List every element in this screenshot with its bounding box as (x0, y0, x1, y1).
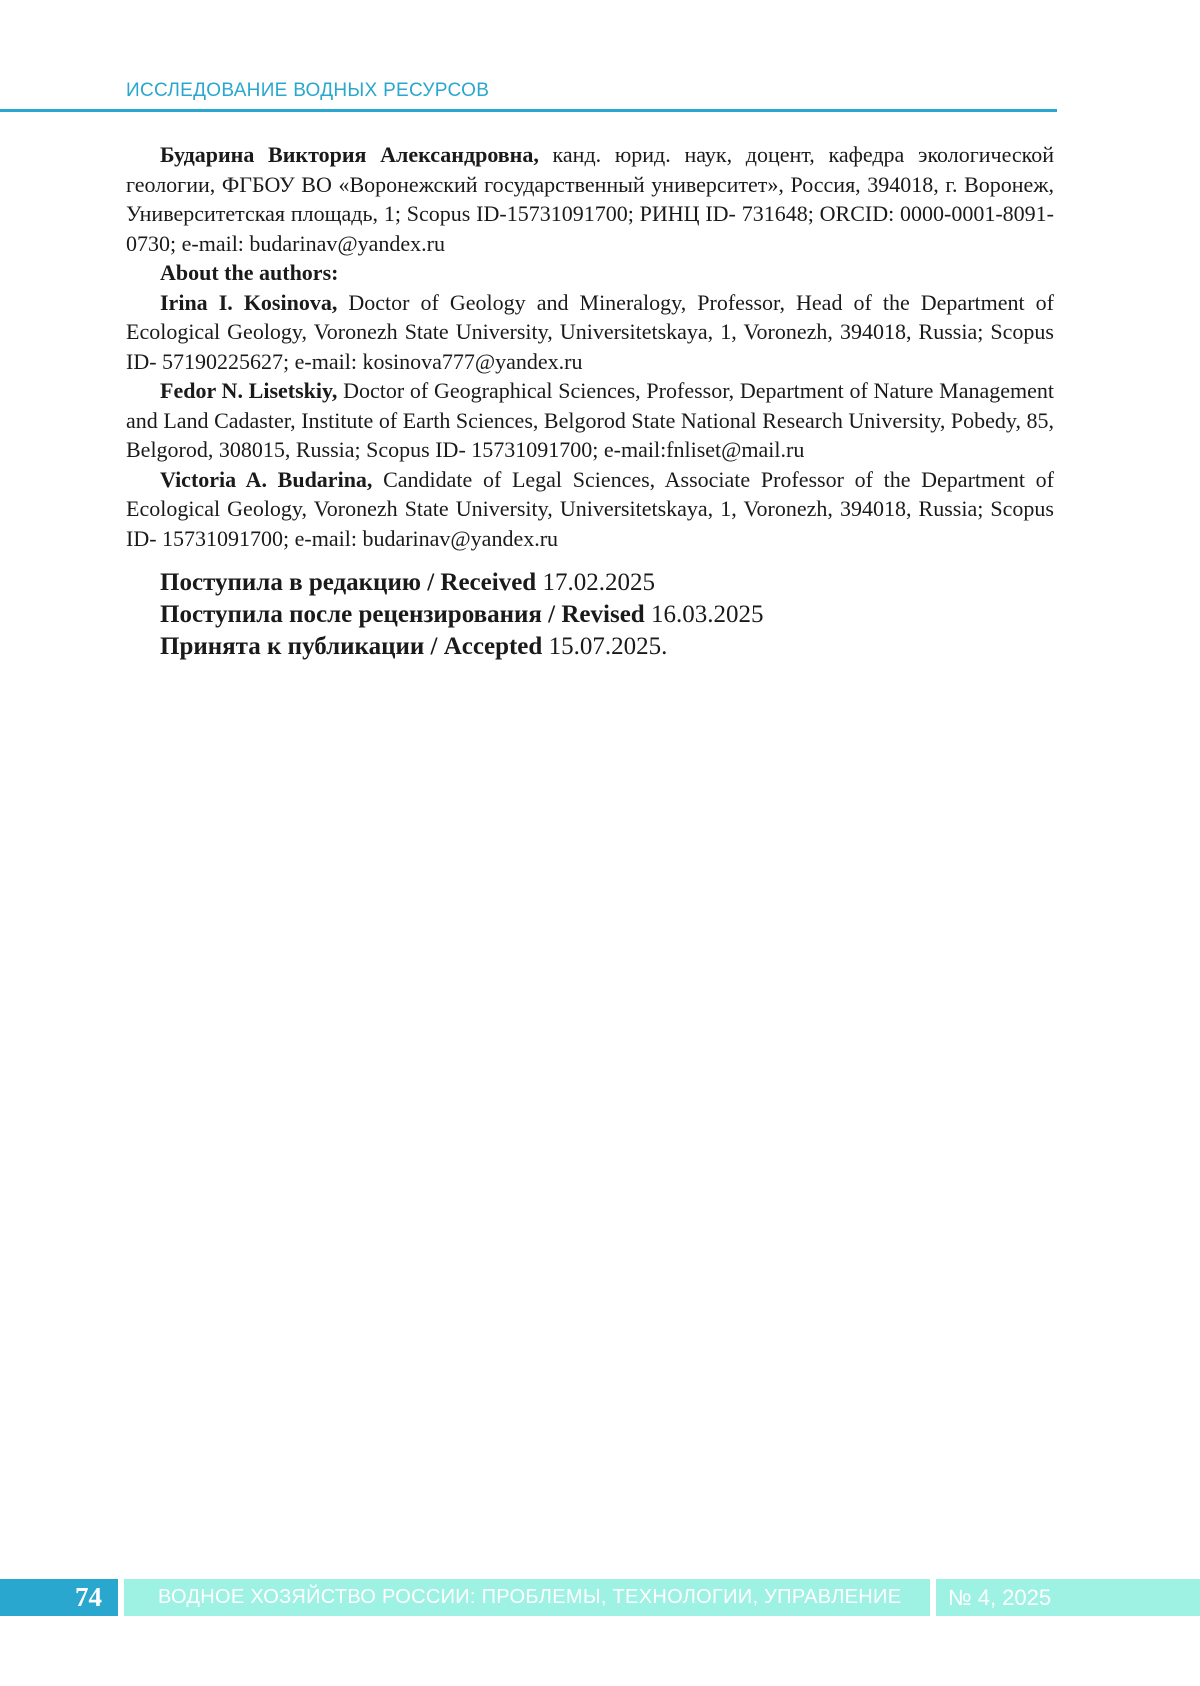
page-footer (0, 1579, 1200, 1616)
date-label: Поступила после рецензирования / Revised (160, 601, 645, 628)
date-accepted (160, 631, 1054, 663)
author-details: канд. юрид. наук, доцент, кафедра экологической геологии, ФГБОУ ВО «Воронежский государственный университет», Россия, 394018, г. Воронеж, Университетская площадь, 1; Scopus ID-15731091700; РИНЦ ID- 731648; ORCID: 0000-0001-8091-0730; e-mail: budarinav@yandex.ru (126, 142, 1054, 256)
about-authors-heading: About the authors: (160, 260, 339, 285)
author-entry-en (126, 465, 1054, 554)
publication-dates (126, 567, 1054, 663)
page-number: 74 (0, 1579, 118, 1616)
author-details: Candidate of Legal Sciences, Associate Professor of the Department of Ecological Geology, Voronezh State University, Universitetskaya, 1, Voronezh, 394018, Russia; Scopus ID- 15731091700; e-mail: budarinav@yandex.ru (126, 466, 1055, 551)
author-entry-en (126, 376, 1054, 465)
date-value: 15.07.2025. (542, 633, 668, 660)
author-details: Doctor of Geology and Mineralogy, Professor, Head of the Department of Ecological Geology, Voronezh State University, Universitetskaya, 1, Voronezh, 394018, Russia; Scopus ID- 57190225627; e-mail: kosinova777@yandex.ru (126, 289, 1054, 374)
author-name: Victoria A. Budarina, (160, 466, 373, 492)
date-label: Принята к публикации / Accepted (160, 633, 543, 660)
date-revised (160, 599, 1054, 631)
header-divider (0, 109, 1057, 112)
journal-title: ВОДНОЕ ХОЗЯЙСТВО РОССИИ: ПРОБЛЕМЫ, ТЕХНОЛОГИИ, УПРАВЛЕНИЕ (124, 1579, 930, 1616)
date-value: 17.02.2025 (536, 569, 655, 596)
date-received (160, 567, 1054, 599)
issue-number: № 4, 2025 (936, 1579, 1200, 1616)
date-value: 16.03.2025 (644, 601, 764, 628)
author-name: Fedor N. Lisetskiy, (160, 378, 338, 403)
author-details: Doctor of Geographical Sciences, Professor, Department of Nature Management and Land Cadaster, Institute of Earth Sciences, Belgorod State National Research University, Pobedy, 85, Belgorod, 308015, Russia; Scopus ID- 15731091700; e-mail:fnliset@mail.ru (126, 378, 1055, 462)
running-header-title: ИССЛЕДОВАНИЕ ВОДНЫХ РЕСУРСОВ (126, 80, 490, 101)
author-entry-en (126, 288, 1054, 377)
author-info-block (126, 140, 1054, 663)
author-entry-ru (126, 140, 1054, 258)
author-name: Бударина Виктория Александровна, (160, 142, 539, 167)
date-label: Поступила в редакцию / Received (160, 569, 537, 596)
author-name: Irina I. Kosinova, (160, 289, 338, 315)
